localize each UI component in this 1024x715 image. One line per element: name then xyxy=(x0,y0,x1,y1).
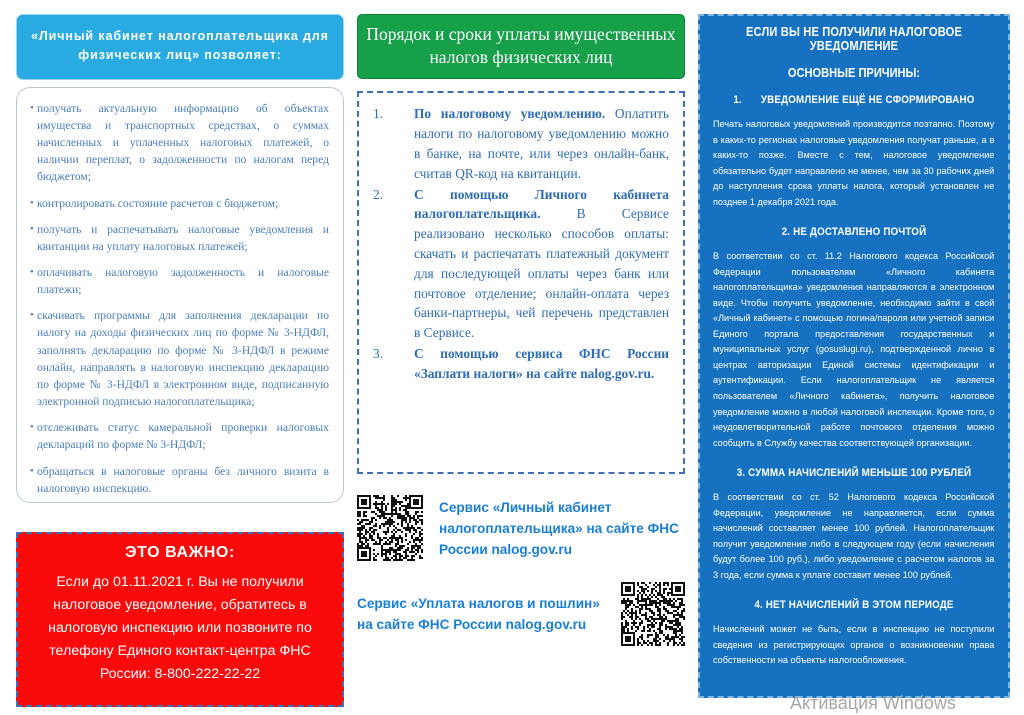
qr-caption-tax-payment: Сервис «Уплата налогов и пошлин» на сайте ФНС России nalog.gov.ru xyxy=(357,596,600,633)
list-item-text: Оплатить налоги по налоговому уведомлению можно в банке, на почте, или через онлайн-банк, считав QR-код на квитанции. xyxy=(414,106,669,181)
column-middle xyxy=(357,14,685,706)
list-item: • получать и распечатывать налоговые уведомления и квитанции на уплату налоговых платежей; xyxy=(30,221,329,255)
benefits-list xyxy=(30,100,329,497)
list-item-number: 2. xyxy=(373,186,384,202)
list-item xyxy=(367,344,669,384)
list-item xyxy=(367,185,669,344)
important-notice-box xyxy=(16,532,344,707)
list-item xyxy=(367,104,669,183)
list-item: • обращаться в налоговые органы без личного визита в налоговую инспекцию. xyxy=(30,463,329,497)
list-item-lead: С помощью Личного кабинета налогоплательщика. xyxy=(414,186,669,222)
qr-block-tax-payment xyxy=(357,582,685,646)
list-item-lead: С помощью сервиса ФНС России «Заплати налоги» на сайте nalog.gov.ru. xyxy=(414,346,669,381)
personal-account-header: «Личный кабинет налогоплательщика для физических лиц» позволяет: xyxy=(16,14,344,80)
reason-3-heading: 3. СУММА НАЧИСЛЕНИЙ МЕНЬШЕ 100 РУБЛЕЙ xyxy=(736,467,972,480)
column-left xyxy=(16,14,344,706)
important-notice-body: Если до 01.11.2021 г. Вы не получили налоговое уведомление, обратитесь в налоговую инспекцию или позвоните по телефону Единого контакт-центра ФНС России: 8-800-222-22-22 xyxy=(48,574,312,682)
qr-code-icon[interactable] xyxy=(621,582,685,646)
reason-4-body: Начислений может не быть, если в инспекцию не поступили сведения из регистрирующих органов о возникновении права собственности на объекты налогообложения. xyxy=(713,624,995,667)
list-item-lead: По налоговому уведомлению. xyxy=(414,106,606,122)
column-right xyxy=(698,14,1010,698)
reason-2-body: В соответствии со ст. 11.2 Налогового кодекса Российской Федерации пользователям «Личного кабинета налогоплательщика» уведомления направляются в электронном виде. Чтобы получить уведомление, необходимо зайти в свой «Личный кабинет» с помощью логина/пароля или учетной записи Единого портала предоставления государственных и муниципальных услуг (gosuslugi.ru), подтвержденной лично в центрах авторизации Единой системы идентификации и аутентификации. Если налогоплательщик не является пользователем «Личного кабинета», получить налоговое уведомление можно в любой налоговой инспекции. Кроме того, о неудовлетворительной работе почтового отделения можно сообщить в Службу качества соответствующей организации. xyxy=(713,251,995,449)
list-item: • отслеживать статус камеральной проверки налоговых деклараций по форме № 3-НДФЛ; xyxy=(30,419,329,453)
payment-order-header: Порядок и сроки уплаты имущественных налогов физических лиц xyxy=(357,14,685,79)
list-item: • оплачивать налоговую задолженность и налоговые платежи; xyxy=(30,264,329,298)
list-item-number: 3. xyxy=(373,346,384,362)
qr-caption-personal-account: Сервис «Личный кабинет налогоплательщика» на сайте ФНС России nalog.gov.ru xyxy=(439,499,679,557)
reason-1-number: 1. xyxy=(733,94,742,106)
reason-3-body: В соответствии со ст. 52 Налогового кодекса Российской Федерации, уведомление не направляется, если сумма начислений составляет менее 100 рублей. Налогоплательщик получит уведомление либо в следующем году (если начисления будут более 100 руб.), либо уведомление с расчетом налогов за 3 года, если сумма к уплате составит менее 100 рублей. xyxy=(713,492,995,581)
payment-methods-box xyxy=(357,91,685,474)
qr-block-personal-account xyxy=(357,495,685,561)
reason-1-label: УВЕДОМЛЕНИЕ ЕЩЁ НЕ СФОРМИРОВАНО xyxy=(760,94,975,106)
reason-4-heading: 4. НЕТ НАЧИСЛЕНИЙ В ЭТОМ ПЕРИОДЕ xyxy=(754,599,954,612)
reason-1-body: Печать налоговых уведомлений производится поэтапно. Поэтому в каких-то регионах налоговые уведомления получат раньше, а в каких-то позже. Вместе с тем, налоговое уведомление обязательно будет направлено не менее, чем за 30 рабочих дней до наступления срока уплаты налога, который установлен не позднее 1 декабря 2021 года. xyxy=(713,119,995,208)
qr-code-icon[interactable] xyxy=(357,495,423,561)
no-notification-title: ЕСЛИ ВЫ НЕ ПОЛУЧИЛИ НАЛОГОВОЕ УВЕДОМЛЕНИЕ xyxy=(745,25,963,53)
reason-2-heading: 2. НЕ ДОСТАВЛЕНО ПОЧТОЙ xyxy=(781,226,927,239)
list-item: • скачивать программы для заполнения декларации по налогу на доходы физических лиц по форме № 3-НДФЛ, заполнять декларацию по форме № 3-НДФЛ в режиме онлайн, направлять в налоговую инспекцию декларацию по форме № 3-НДФЛ в электронном виде, подписанную электронной подписью налогоплательщика; xyxy=(30,307,329,410)
benefits-card xyxy=(16,87,344,503)
list-item: • контролировать состояние расчетов с бюджетом; xyxy=(30,195,329,212)
windows-activation-watermark: Активация Windows xyxy=(790,693,956,713)
list-item-number: 1. xyxy=(373,106,384,122)
list-item-text: В Сервисе реализовано несколько способов оплаты: скачать и распечатать платежный документ для последующей оплаты через банк или почтовое отделение; онлайн-оплата через банки-партнеры, чей перечень представлен в Сервисе. xyxy=(414,206,669,341)
important-notice-title: ЭТО ВАЖНО: xyxy=(125,544,235,561)
main-reasons-subtitle: ОСНОВНЫЕ ПРИЧИНЫ: xyxy=(787,66,921,80)
list-item: • получать актуальную информацию об объектах имущества и транспортных средствах, о суммах начисленных и уплаченных налоговых платежей, о наличии переплат, о задолженности по налогам перед бюджетом; xyxy=(30,100,329,186)
reason-1-heading xyxy=(733,94,976,106)
payment-methods-list xyxy=(367,104,669,384)
